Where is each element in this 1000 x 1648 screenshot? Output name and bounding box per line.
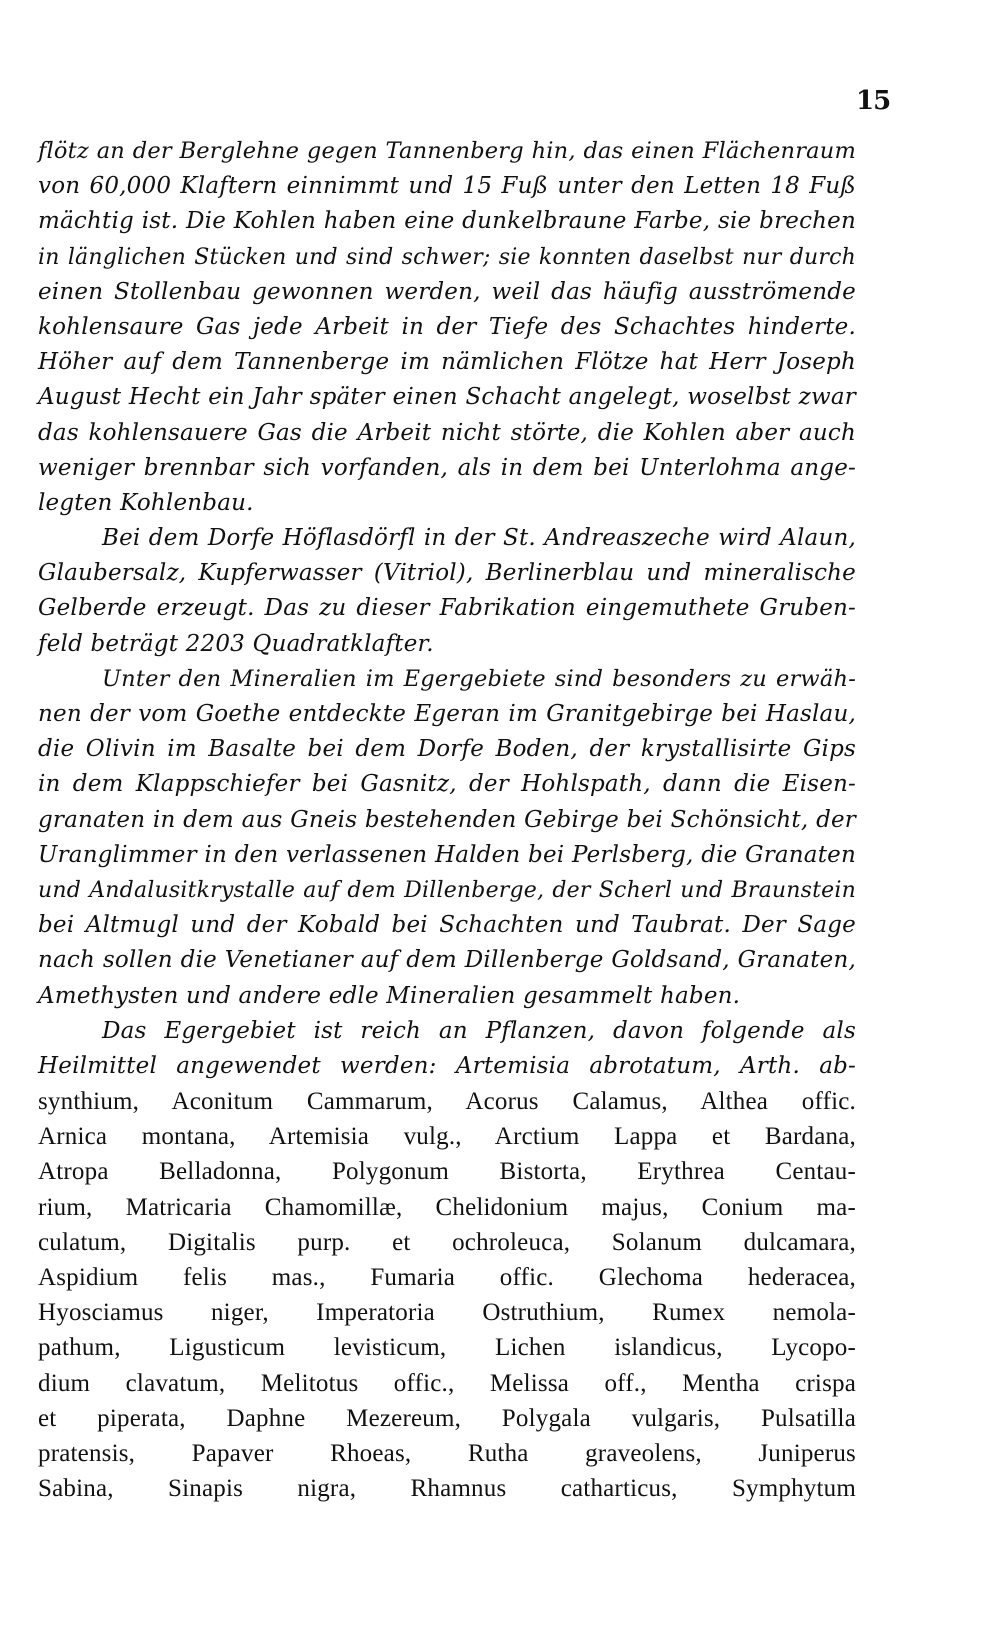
body-text [38, 134, 856, 1506]
text-line: Höher auf dem Tannenberge im nämlichen Flötze hat Herr Joseph [38, 349, 856, 376]
text-line: Hyosciamus niger, Imperatoria Ostruthium, Rumex nemola- [38, 1299, 856, 1327]
text-line: Glaubersalz, Kupferwasser (Vitriol), Berlinerblau und mineralische [38, 560, 856, 587]
text-line: flötz an der Berglehne gegen Tannenberg hin, das einen Flächenraum [38, 138, 856, 164]
text-line: granaten in dem aus Gneis bestehenden Gebirge bei Schönsicht, der [38, 806, 856, 833]
text-line: rium, Matricaria Chamomillæ, Chelidonium majus, Conium ma- [38, 1193, 856, 1221]
text-line: einen Stollenbau gewonnen werden, weil das häufig ausströmende [38, 278, 856, 305]
text-line: Das Egergebiet ist reich an Pflanzen, davon folgende als [102, 1017, 856, 1044]
text-line: Bei dem Dorfe Höflasdörfl in der St. Andreaszeche wird Alaun, [102, 525, 856, 552]
text-line: die Olivin im Basalte bei dem Dorfe Boden, der krystallisirte Gips [38, 736, 856, 763]
text-line: pratensis, Papaver Rhoeas, Rutha graveolens, Juniperus [38, 1439, 856, 1467]
text-line: Heilmittel angewendet werden: Artemisia abrotatum, Arth. ab- [38, 1052, 856, 1079]
text-line: culatum, Digitalis purp. et ochroleuca, Solanum dulcamara, [38, 1228, 856, 1256]
text-line: weniger brennbar sich vorfanden, als in dem bei Unterlohma ange- [38, 454, 856, 481]
text-line: Gelberde erzeugt. Das zu dieser Fabrikation eingemuthete Gruben- [38, 595, 856, 622]
text-line: Aspidium felis mas., Fumaria offic. Glechoma hederacea, [38, 1264, 856, 1291]
text-line: von 60,000 Klaftern einnimmt und 15 Fuß unter den Letten 18 Fuß [38, 173, 856, 200]
text-line: synthium, Aconitum Cammarum, Acorus Calamus, Althea offic. [38, 1088, 856, 1116]
text-line: in dem Klappschiefer bei Gasnitz, der Hohlspath, dann die Eisen- [38, 771, 856, 798]
text-line: in länglichen Stücken und sind schwer; sie konnten daselbst nur durch [38, 244, 856, 270]
text-line: und Andalusitkrystalle auf dem Dillenberge, der Scherl und Braunstein [38, 877, 856, 903]
text-line: dium clavatum, Melitotus offic., Melissa off., Mentha crispa [38, 1369, 856, 1397]
text-line: feld beträgt 2203 Quadratklafter. [38, 630, 434, 657]
text-line: kohlensaure Gas jede Arbeit in der Tiefe des Schachtes hinderte. [38, 313, 856, 340]
text-line: legten Kohlenbau. [38, 489, 254, 516]
text-line: Arnica montana, Artemisia vulg., Arctium Lappa et Bardana, [38, 1123, 856, 1151]
text-line: Uranglimmer in den verlassenen Halden bei Perlsberg, die Granaten [38, 841, 856, 868]
text-line: Atropa Belladonna, Polygonum Bistorta, Erythrea Centau- [38, 1158, 856, 1186]
text-line: August Hecht ein Jahr später einen Schacht angelegt, woselbst zwar [38, 384, 856, 411]
text-line: Amethysten und andere edle Mineralien gesammelt haben. [38, 982, 741, 1009]
text-line: nen der vom Goethe entdeckte Egeran im Granitgebirge bei Haslau, [38, 701, 856, 727]
text-line: nach sollen die Venetianer auf dem Dillenberge Goldsand, Granaten, [38, 947, 856, 974]
text-line: Unter den Mineralien im Egergebiete sind besonders zu erwäh- [102, 665, 856, 692]
text-line: mächtig ist. Die Kohlen haben eine dunkelbraune Farbe, sie brechen [38, 208, 856, 235]
text-line: Sabina, Sinapis nigra, Rhamnus catharticus, Symphytum [38, 1475, 856, 1503]
text-line: bei Altmugl und der Kobald bei Schachten und Taubrat. Der Sage [38, 912, 856, 939]
text-line: et piperata, Daphne Mezereum, Polygala vulgaris, Pulsatilla [38, 1404, 856, 1432]
text-line: pathum, Ligusticum levisticum, Lichen islandicus, Lycopo- [38, 1334, 856, 1362]
text-line: das kohlensauere Gas die Arbeit nicht störte, die Kohlen aber auch [38, 419, 856, 446]
page-number: 15 [856, 86, 891, 116]
